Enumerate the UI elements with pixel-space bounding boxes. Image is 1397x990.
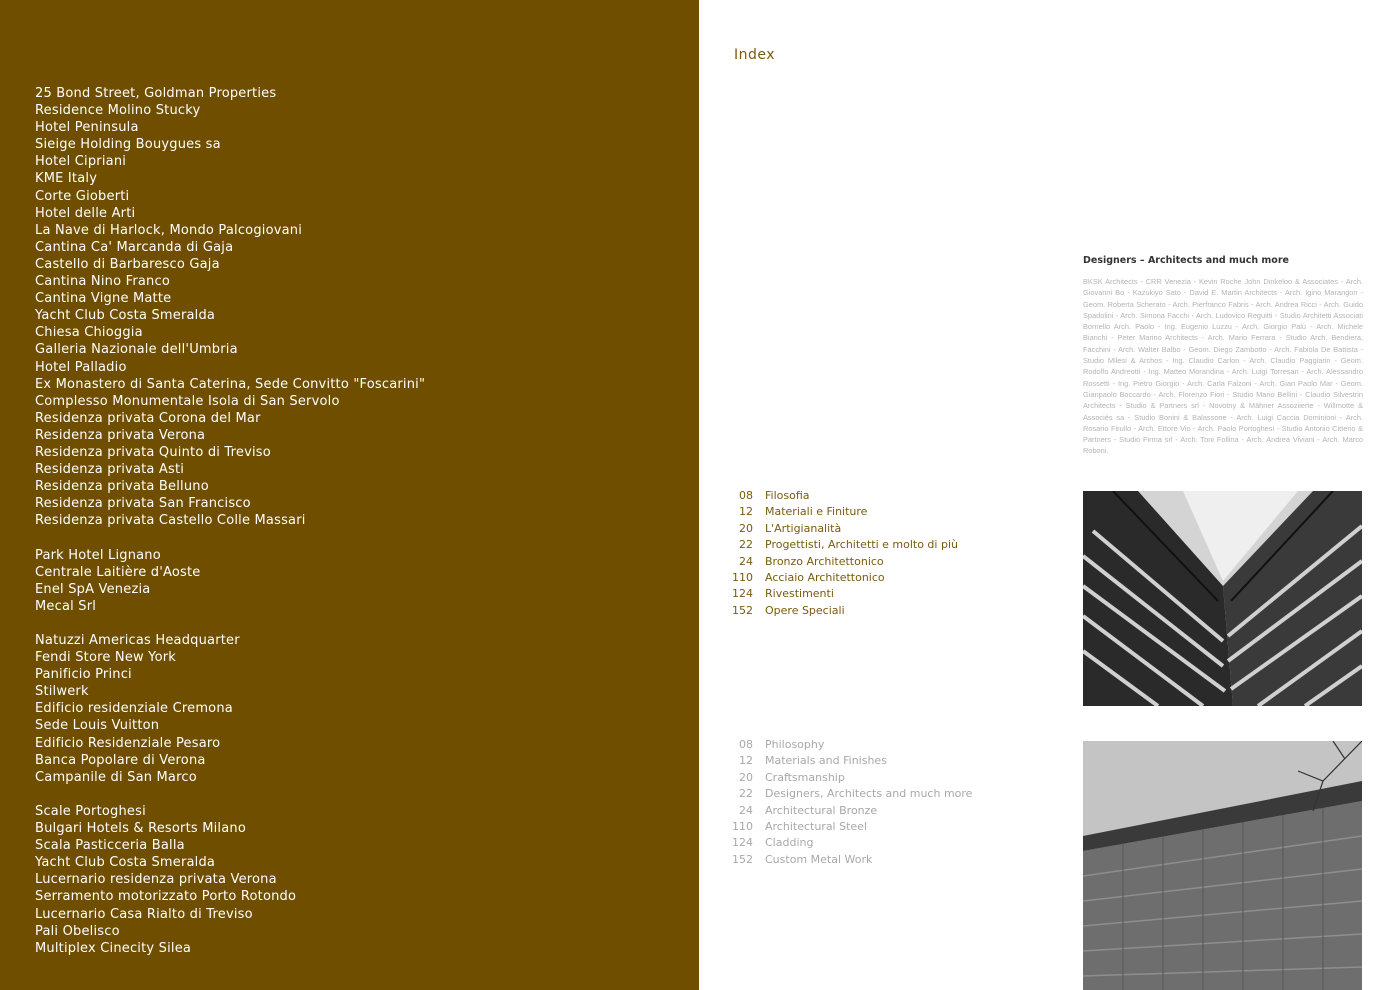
toc-label: Filosofia — [765, 489, 810, 502]
toc-entry — [729, 504, 958, 520]
project-item: Centrale Laitière d'Aoste — [35, 564, 201, 580]
project-item: Castello di Barbaresco Gaja — [35, 256, 220, 272]
index-title: Index — [734, 47, 776, 63]
toc-page-number: 08 — [739, 738, 753, 751]
designers-title: Designers – Architects and much more — [1083, 255, 1289, 266]
project-item: Mecal Srl — [35, 598, 97, 614]
project-item: Edificio residenziale Cremona — [35, 701, 233, 717]
toc-italian — [729, 488, 958, 619]
project-item: Enel SpA Venezia — [35, 581, 151, 597]
project-item: Residenza privata Corona del Mar — [35, 410, 261, 426]
toc-label: Philosophy — [765, 738, 825, 751]
list-spacer — [35, 786, 425, 803]
toc-page-number: 22 — [739, 787, 753, 801]
toc-entry — [729, 554, 958, 570]
toc-label: L'Artigianalità — [765, 521, 842, 535]
toc-page-number: 20 — [739, 521, 753, 535]
project-list — [35, 85, 425, 957]
project-item: Ex Monastero di Santa Caterina, Sede Convitto "Foscarini" — [35, 376, 426, 392]
project-item: Scala Pasticceria Balla — [35, 838, 185, 854]
toc-label: Craftsmanship — [765, 770, 845, 784]
right-page-panel — [699, 0, 1397, 990]
toc-page-number: 12 — [739, 754, 753, 768]
designers-block — [1083, 255, 1363, 457]
toc-page-number: 152 — [732, 852, 753, 866]
project-item: Pali Obelisco — [35, 923, 120, 939]
project-item: Hotel Palladio — [35, 359, 127, 375]
toc-page-number: 08 — [739, 489, 753, 502]
toc-page-number: 110 — [732, 819, 753, 833]
project-item: Panificio Princi — [35, 667, 132, 683]
project-item: Campanile di San Marco — [35, 769, 197, 785]
toc-page-number: 152 — [732, 603, 753, 617]
project-item: Lucernario residenza privata Verona — [35, 872, 277, 888]
toc-entry — [729, 786, 972, 802]
project-item: Residenza privata Asti — [35, 462, 185, 478]
toc-label: Designers, Architects and much more — [765, 787, 973, 801]
project-item: Yacht Club Costa Smeralda — [35, 308, 216, 324]
toc-entry — [729, 770, 972, 786]
list-spacer — [35, 615, 425, 632]
toc-page-number: 24 — [739, 803, 753, 817]
toc-entry — [729, 852, 972, 868]
project-item: Cantina Nino Franco — [35, 274, 170, 290]
project-item: 25 Bond Street, Goldman Properties — [35, 86, 277, 101]
steel-facade-image — [1083, 491, 1362, 706]
project-item: Scale Portoghesi — [35, 803, 146, 819]
project-item: Serramento motorizzato Porto Rotondo — [35, 889, 297, 905]
project-item: Yacht Club Costa Smeralda — [35, 855, 216, 871]
project-item: Residenza privata Quinto di Treviso — [35, 444, 271, 460]
cladding-facade-image — [1083, 741, 1362, 990]
toc-entry — [729, 537, 958, 553]
toc-label: Architectural Bronze — [765, 803, 878, 817]
toc-label: Architectural Steel — [765, 819, 867, 833]
toc-label: Custom Metal Work — [765, 852, 873, 866]
toc-entry — [729, 835, 972, 851]
toc-entry — [729, 753, 972, 769]
toc-entry — [729, 803, 972, 819]
toc-english — [729, 737, 972, 868]
project-item: Sieige Holding Bouygues sa — [35, 137, 221, 153]
project-item: Bulgari Hotels & Resorts Milano — [35, 821, 247, 837]
project-item: Residence Molino Stucky — [35, 103, 201, 119]
toc-label: Materiali e Finiture — [765, 505, 868, 519]
toc-label: Acciaio Architettonico — [765, 570, 885, 584]
list-spacer — [35, 529, 425, 546]
toc-page-number: 124 — [732, 836, 753, 850]
project-item: La Nave di Harlock, Mondo Palcogiovani — [35, 222, 303, 238]
project-item: Sede Louis Vuitton — [35, 718, 160, 734]
toc-label: Progettisti, Architetti e molto di più — [765, 538, 958, 552]
toc-entry — [729, 819, 972, 835]
project-item: KME Italy — [35, 171, 98, 187]
project-item: Chiesa Chioggia — [35, 325, 143, 341]
project-item: Galleria Nazionale dell'Umbria — [35, 342, 238, 358]
project-item: Hotel delle Arti — [35, 205, 136, 221]
toc-label: Cladding — [765, 836, 814, 850]
toc-page-number: 12 — [739, 505, 753, 519]
toc-entry — [729, 737, 972, 753]
toc-page-number: 24 — [739, 554, 753, 568]
project-item: Banca Popolare di Verona — [35, 752, 206, 768]
project-item: Complesso Monumentale Isola di San Servolo — [35, 393, 340, 409]
toc-label: Opere Speciali — [765, 603, 845, 617]
project-item: Residenza privata Belluno — [35, 479, 209, 495]
toc-entry — [729, 521, 958, 537]
toc-entry — [729, 603, 958, 619]
architecture-photo-cladding — [1083, 741, 1362, 990]
toc-page-number: 22 — [739, 538, 753, 552]
project-item: Natuzzi Americas Headquarter — [35, 633, 240, 648]
toc-label: Bronzo Architettonico — [765, 554, 884, 568]
project-item: Corte Gioberti — [35, 188, 130, 204]
project-item: Fendi Store New York — [35, 650, 177, 666]
project-item: Residenza privata Verona — [35, 427, 206, 443]
project-item: Multiplex Cinecity Silea — [35, 940, 192, 956]
project-item: Residenza privata Castello Colle Massari — [35, 513, 306, 529]
toc-entry — [729, 570, 958, 586]
toc-label: Materials and Finishes — [765, 754, 887, 768]
project-item: Residenza privata San Francisco — [35, 496, 251, 512]
project-item: Hotel Peninsula — [35, 120, 139, 136]
project-item: Stilwerk — [35, 684, 89, 700]
toc-label: Rivestimenti — [765, 587, 834, 601]
project-item: Lucernario Casa Rialto di Treviso — [35, 906, 253, 922]
toc-entry — [729, 586, 958, 602]
project-item: Hotel Cipriani — [35, 154, 127, 170]
project-item: Edificio Residenziale Pesaro — [35, 735, 221, 751]
architecture-photo-steel-facade — [1083, 491, 1362, 706]
project-item: Cantina Vigne Matte — [35, 291, 172, 307]
toc-entry — [729, 488, 958, 504]
designers-text: BKSK Architects - CRR Venezia - Kevin Roche John Dinkeloo & Associates - Arch. Giovanni Bo - Kazukiyo Sato - David E. Martin Architects - Arch. Igino Marangon - Geom. Roberta Scherato - Arch. Pierfranco Fabris - Arch. Andrea Ricci - Arch. Guido Spadolini - Arch. Simona Facchi - Arch. Ludovico Reguitti - Studio Architetti Associati Bornello Arch. Paolo - Ing. Eugenio Luzzu - Arch. Giorgio Palù - Arch. Michele Bianchi - Peter Marino Architects - Arch. Mario Ferrara - Studio Arch. Bendiera, Facchini - Arch. Walter Balbo - Geom. Diego Zambotto - Arch. Fabiola De Battista - Studio Milesi & Archos - Ing. Claudio Carlon - Arch. Claudio Paggiarin - Geom. Rodolfo Andreotti - Ing. Matteo Morandina - Arch. Luigi Torresan - Arch. Alessandro Rossetti - Ing. Pietro Giorgio - Arch. Carla Falzoni - Arch. Gian Paolo Mar - Geom. Gianpaolo Boccardo - Arch. Florenzo Fiori - Studio Mario Bellini - Claudio Silvestrin Architects - Studio & Partners srl - Novotny & Mähner Assoziierte - Willmotte & Associés sa - Studio Bonini & Balassone - Arch. Luigi Caccia Dominioni - Arch. Rosario Firullo - Arch. Ettore Vio - Arch. Paolo Portoghesi - Studio Antonio Citterio & Partners - Studio Firma srl - Arch. Toni Follina - Arch. Andrea Viviani - Arch. Marco Roboni. — [1083, 277, 1363, 456]
project-item: Cantina Ca' Marcanda di Gaja — [35, 239, 234, 255]
toc-page-number: 110 — [732, 570, 753, 584]
toc-page-number: 20 — [739, 770, 753, 784]
toc-page-number: 124 — [732, 587, 753, 601]
project-item: Park Hotel Lignano — [35, 547, 161, 563]
